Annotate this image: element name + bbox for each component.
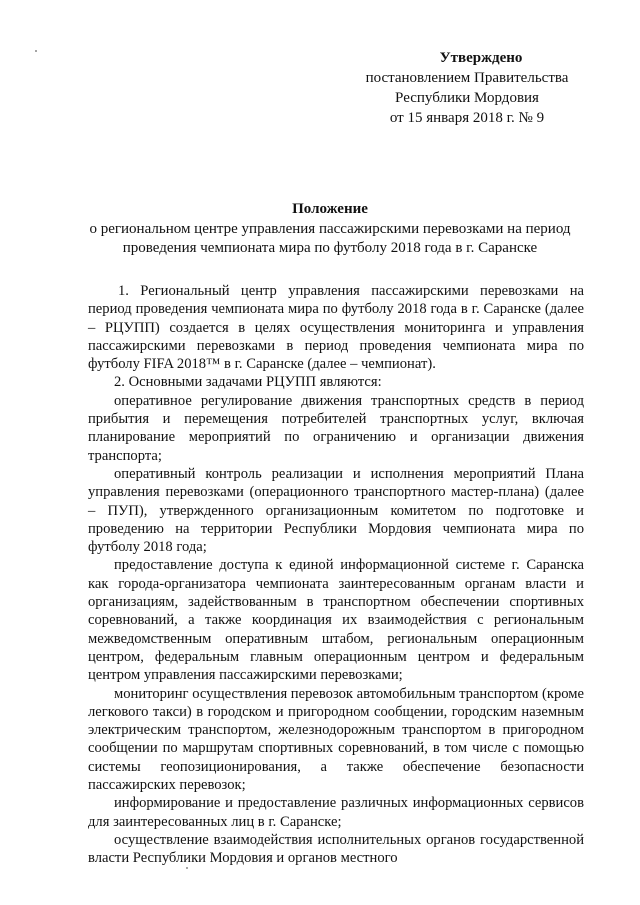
approval-date-line: от 15 января 2018 г. № 9 bbox=[389, 110, 545, 126]
paragraph-7: информирование и предоставление различных информационных сервисов для заинтересованных лиц в г. Саранске; bbox=[88, 795, 584, 830]
scan-dot-mark bbox=[186, 867, 188, 869]
document-body bbox=[88, 282, 584, 868]
approval-stamp bbox=[352, 48, 582, 128]
paragraph-2: 2. Основными задачами РЦУПП являются: bbox=[114, 374, 382, 391]
scan-dot-mark bbox=[35, 50, 37, 52]
paragraph-6: мониторинг осуществления перевозок автомобильным транспортом (кроме легкового такси) в городском и пригородном сообщении, городским наземным электрическим транспортом, железнодорожным транспортом в пригородном сообщении по маршрутам спортивных соревнований, в том числе с помощью системы геопозиционирования, а также обеспечение безопасности пассажирских перевозок; bbox=[88, 685, 584, 794]
approval-line-2: Республики Мордовия bbox=[395, 90, 539, 106]
document-title: Положение bbox=[292, 201, 368, 217]
approval-line-1: постановлением Правительства bbox=[365, 70, 569, 86]
paragraph-1: 1. Региональный центр управления пассажирскими перевозками на период проведения чемпионата мира по футболу 2018 года в г. Саранске (далее – РЦУПП) создается в целях осуществления мониторинга и управления пассажирскими перевозками в период проведения чемпионата мира по футболу FIFA 2018™ в г. Саранске (далее – чемпионат). bbox=[88, 283, 584, 373]
document-subtitle-line-2: проведения чемпионата мира по футболу 2018 года в г. Саранске bbox=[122, 240, 538, 256]
paragraph-5: предоставление доступа к единой информационной системе г. Саранска как города-организатора чемпионата заинтересованным органам власти и организациям, задействованным в транспортном обеспечении спортивных соревнований, а также координация их взаимодействия с региональным межведомственным оперативным штабом, региональным операционным центром, федеральным главным операционным центром и федеральным центром управления пассажирскими перевозками; bbox=[88, 557, 584, 684]
paragraph-8: осуществление взаимодействия исполнительных органов государственной власти Республики Мордовия и органов местного bbox=[88, 831, 584, 867]
approval-heading: Утверждено bbox=[439, 50, 523, 66]
document-title-block bbox=[60, 200, 600, 258]
document-subtitle-line-1: о региональном центре управления пассажирскими перевозками на период bbox=[89, 221, 571, 237]
paragraph-3: оперативное регулирование движения транспортных средств в период прибытия и перемещения потребителей транспортных услуг, включая планирование мероприятий по ограничению и организации движения транспорта; bbox=[88, 392, 584, 464]
paragraph-4: оперативный контроль реализации и исполнения мероприятий Плана управления перевозками (операционного транспортного мастер-плана) (далее – ПУП), утвержденного организационным комитетом по подготовке и проведению на территории Республики Мордовия чемпионата мира по футболу 2018 года; bbox=[88, 465, 584, 556]
